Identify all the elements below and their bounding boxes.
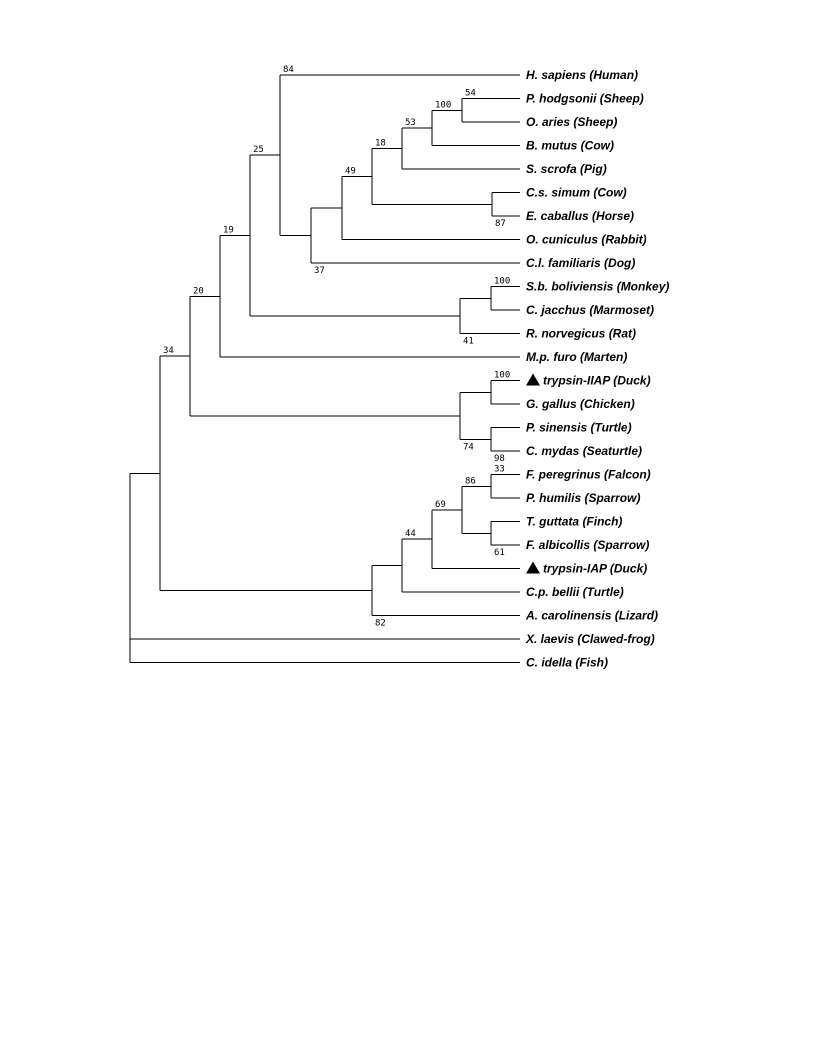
taxon-label: trypsin-IAP (Duck) xyxy=(543,561,648,576)
taxon-label: C. idella (Fish) xyxy=(526,655,609,670)
taxon-label: C.l. familiaris (Dog) xyxy=(526,256,636,270)
support-value: 37 xyxy=(314,266,325,276)
support-value: 34 xyxy=(163,346,174,357)
support-value: 18 xyxy=(375,138,386,149)
support-value: 69 xyxy=(435,499,446,510)
taxon-label: F. peregrinus (Falcon) xyxy=(526,467,651,482)
support-value: 86 xyxy=(465,476,476,487)
support-value: 84 xyxy=(283,65,294,75)
taxon-label: T. guttata (Finch) xyxy=(526,514,623,529)
taxon-label: C. mydas (Seaturtle) xyxy=(526,444,643,458)
taxon-label: F. albicollis (Sparrow) xyxy=(526,538,650,552)
taxon-label: G. gallus (Chicken) xyxy=(526,397,635,411)
taxon-label: C.p. bellii (Turtle) xyxy=(526,585,624,599)
support-value: 33 xyxy=(494,464,505,475)
triangle-marker-icon xyxy=(526,374,540,386)
support-value: 44 xyxy=(405,529,416,540)
taxon-label: trypsin-IIAP (Duck) xyxy=(543,373,651,388)
support-value: 25 xyxy=(253,145,264,156)
triangle-marker-icon xyxy=(526,562,540,574)
taxon-label: X. laevis (Clawed-frog) xyxy=(526,632,655,646)
support-value: 49 xyxy=(345,166,356,177)
support-value: 82 xyxy=(375,618,386,629)
support-value: 100 xyxy=(435,100,452,111)
support-value: 61 xyxy=(494,548,505,558)
taxon-label: E. caballus (Horse) xyxy=(526,209,635,223)
taxon-label: B. mutus (Cow) xyxy=(526,138,614,153)
support-value: 54 xyxy=(465,88,476,99)
taxon-label: P. sinensis (Turtle) xyxy=(526,420,632,435)
support-value: 41 xyxy=(463,336,474,347)
taxon-label: R. norvegicus (Rat) xyxy=(526,326,637,341)
taxon-label: S. scrofa (Pig) xyxy=(526,162,607,176)
support-value: 98 xyxy=(494,454,505,464)
support-value: 100 xyxy=(494,370,511,381)
taxon-label: P. hodgsonii (Sheep) xyxy=(526,91,644,106)
taxon-label: H. sapiens (Human) xyxy=(526,68,639,82)
taxon-label: C.s. simum (Cow) xyxy=(526,185,627,200)
taxon-label: C. jacchus (Marmoset) xyxy=(526,303,655,317)
taxon-label: M.p. furo (Marten) xyxy=(526,350,628,364)
support-value: 19 xyxy=(223,225,234,236)
support-value: 100 xyxy=(494,276,511,287)
support-value: 74 xyxy=(463,442,474,453)
taxon-label: P. humilis (Sparrow) xyxy=(526,491,641,505)
taxon-label: S.b. boliviensis (Monkey) xyxy=(526,279,670,294)
support-value: 53 xyxy=(405,117,416,128)
taxon-label: O. aries (Sheep) xyxy=(526,115,618,129)
support-value: 87 xyxy=(495,219,506,229)
support-value: 20 xyxy=(193,286,204,297)
taxon-label: A. carolinensis (Lizard) xyxy=(526,608,659,623)
taxon-label: O. cuniculus (Rabbit) xyxy=(526,232,647,247)
